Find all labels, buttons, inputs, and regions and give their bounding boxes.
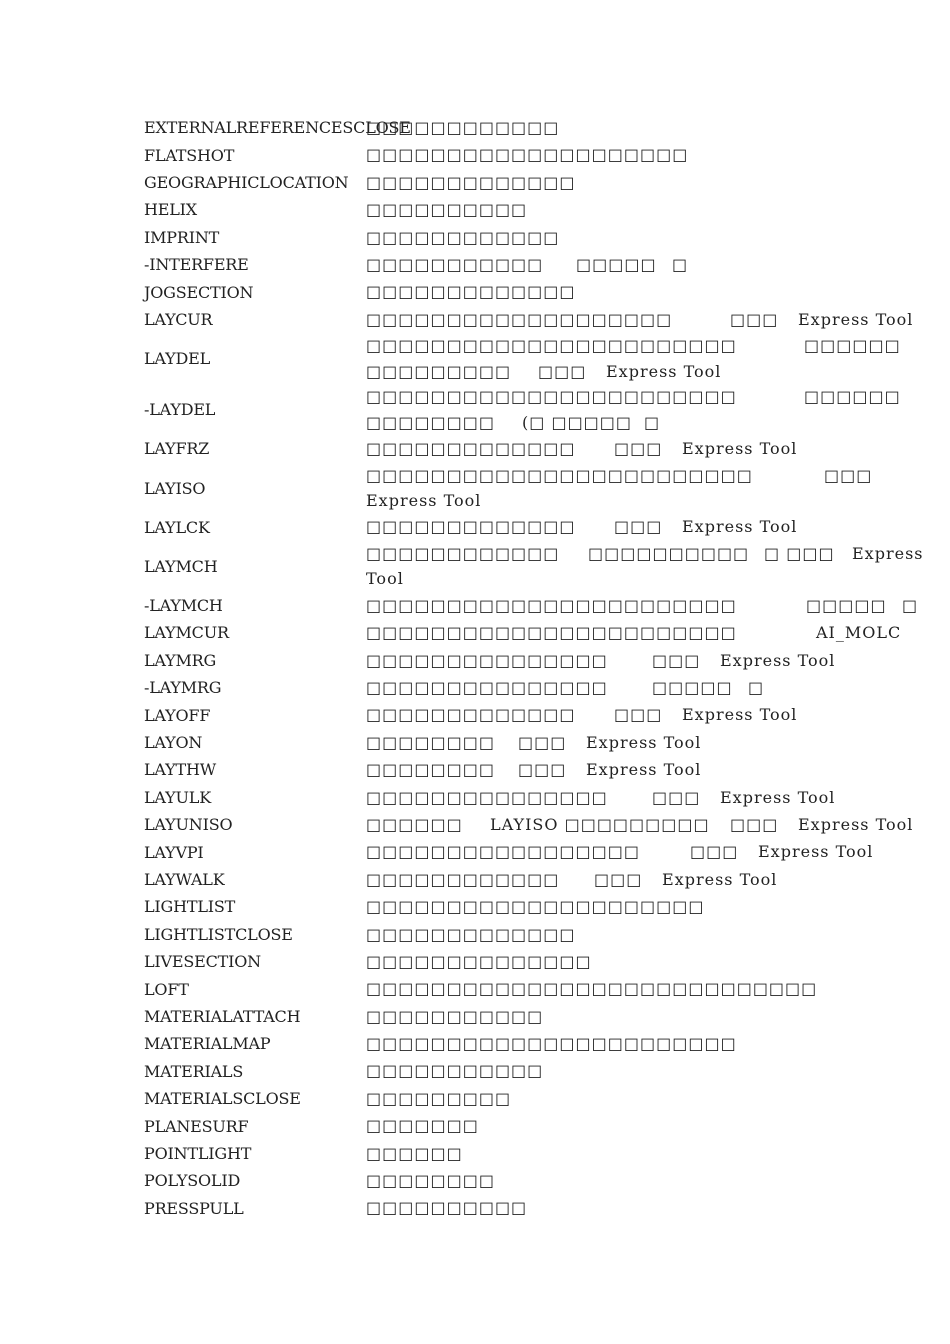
command-row [144, 866, 934, 893]
command-description [366, 1168, 934, 1194]
description-text: Express Tool [586, 732, 702, 752]
command-table [144, 114, 934, 1222]
description-line [366, 463, 934, 489]
command-row [144, 838, 934, 865]
command-description [366, 675, 934, 701]
description-line [366, 593, 934, 619]
command-description [366, 436, 934, 462]
command-description [366, 976, 934, 1002]
description-line [366, 1113, 934, 1139]
command-row [144, 1167, 934, 1194]
description-text: □□□□□□ [804, 336, 901, 356]
description-text: □□□□□□ [366, 814, 463, 834]
description-line [366, 1004, 934, 1030]
command-description [366, 593, 934, 619]
command-row [144, 114, 934, 141]
description-line [366, 225, 934, 251]
description-line [366, 620, 934, 646]
description-text: □□□ [690, 842, 739, 862]
description-text: Express Tool [720, 650, 836, 670]
description-text: □□□□□□□□□□ [366, 200, 528, 220]
command-row [144, 701, 934, 728]
command-row [144, 224, 934, 251]
description-text: □□□□□□□□□□□□□□□ [366, 650, 608, 670]
command-description [366, 1031, 934, 1057]
description-line [366, 359, 934, 385]
description-text: □□□□□ [806, 595, 887, 615]
description-text: □□□□□□□□□□□□ [366, 543, 560, 563]
command-name: LOFT [144, 979, 189, 999]
description-text: □□□ [614, 517, 663, 537]
description-text: Express Tool [586, 760, 702, 780]
description-text: □□□ [730, 814, 779, 834]
description-line [366, 949, 934, 975]
command-row [144, 196, 934, 223]
command-name: LAYMCH [144, 556, 218, 576]
command-description [366, 757, 934, 783]
description-line [366, 1058, 934, 1084]
description-text: Express [852, 543, 924, 563]
command-row [144, 1058, 934, 1085]
command-name: LIVESECTION [144, 952, 261, 972]
description-text: □□□□□□□□□□□□□□□□□□□□□□□□ [366, 465, 753, 485]
description-text: Express Tool [798, 309, 914, 329]
command-name: POLYSOLID [144, 1171, 241, 1191]
description-text: Express Tool [682, 439, 798, 459]
description-line [366, 252, 934, 278]
description-text: □ □□□ [764, 543, 835, 563]
command-row [144, 306, 934, 333]
description-text: □□□□□□□ [366, 1116, 479, 1136]
description-text: □□□□□□□□□□□□□□□□□□□□ [366, 145, 689, 165]
command-name: PRESSPULL [144, 1198, 244, 1218]
command-name: LAYLCK [144, 517, 210, 537]
description-line [366, 279, 934, 305]
description-text: □□□□□□□□□□□□□□□ [366, 678, 608, 698]
description-text: □□□□□□□□ [366, 1171, 495, 1191]
command-row [144, 1003, 934, 1030]
command-row [144, 893, 934, 920]
command-name: LAYOFF [144, 705, 211, 725]
command-row [144, 948, 934, 975]
command-row [144, 921, 934, 948]
description-line [366, 1031, 934, 1057]
description-text: □□□□□□□□□□□□□□□□□□□□□□□ [366, 623, 737, 643]
command-name: LAYCUR [144, 309, 213, 329]
command-name: PLANESURF [144, 1116, 249, 1136]
description-text: □□□ [518, 732, 567, 752]
command-row [144, 1195, 934, 1222]
command-name: MATERIALMAP [144, 1034, 271, 1054]
description-text: □□□□□□□□□□□□□□□□□□□□□□□□□□□□ [366, 979, 818, 999]
command-description [366, 514, 934, 540]
description-text: □□□□□□□□□□ [588, 543, 750, 563]
command-row [144, 514, 934, 541]
description-line [366, 648, 934, 674]
command-row [144, 384, 934, 435]
description-line [366, 170, 934, 196]
command-description [366, 894, 934, 920]
command-description [366, 170, 934, 196]
command-description [366, 839, 934, 865]
description-text: □ [748, 678, 765, 698]
command-description [366, 730, 934, 756]
description-line [366, 566, 934, 592]
description-text: □□□□□□□□ [366, 760, 495, 780]
description-line [366, 867, 934, 893]
description-text: □ [902, 595, 919, 615]
description-text: □□□□□□□□ [366, 412, 495, 432]
description-text: □□□□□□□□□□□□□ [366, 172, 576, 192]
command-row [144, 1085, 934, 1112]
command-row [144, 619, 934, 646]
command-name: LAYFRZ [144, 439, 210, 459]
description-text: □□□□□□□□□□□ [366, 1061, 544, 1081]
description-line [366, 436, 934, 462]
command-description [366, 620, 934, 646]
command-name: JOGSECTION [144, 282, 254, 302]
description-line [366, 333, 934, 359]
command-description [366, 115, 934, 141]
command-description [366, 1058, 934, 1084]
command-row [144, 251, 934, 278]
description-text: □□□□□□□□□□□□□ [366, 282, 576, 302]
description-text: □□□□□□□□□□□ [366, 1006, 544, 1026]
description-text: AI_MOLC [816, 623, 902, 643]
description-text: □□□ [594, 869, 643, 889]
command-row [144, 278, 934, 305]
description-text: □□□ [614, 439, 663, 459]
description-text: □□□ [614, 705, 663, 725]
command-name: LAYON [144, 733, 203, 753]
description-text: □□□□□□ [804, 387, 901, 407]
description-text: □□□□□ [652, 678, 733, 698]
command-name: FLATSHOT [144, 145, 235, 165]
command-name: LAYMRG [144, 650, 217, 670]
description-text: □□□□□□□□□□□□□□□□□□□□□□□ [366, 336, 737, 356]
description-line [366, 488, 934, 514]
description-text: Express Tool [720, 787, 836, 807]
description-text: □□□□□□□□□□□□□□ [366, 951, 592, 971]
command-row [144, 541, 934, 592]
command-name: LAYTHW [144, 760, 216, 780]
description-line [366, 197, 934, 223]
description-line [366, 1168, 934, 1194]
description-text: □□□ [652, 787, 701, 807]
description-line [366, 675, 934, 701]
description-text: □□□□□ [576, 254, 657, 274]
command-row [144, 592, 934, 619]
description-line [366, 785, 934, 811]
description-text: □□□ [538, 361, 587, 381]
command-row [144, 333, 934, 384]
command-description [366, 702, 934, 728]
description-line [366, 115, 934, 141]
description-text: □□□□□□□□□ [366, 361, 512, 381]
description-text: □□□□□□□□ [366, 732, 495, 752]
description-text: Express Tool [682, 705, 798, 725]
command-row [144, 1030, 934, 1057]
command-name: -INTERFERE [144, 255, 249, 275]
description-text: □□□□□□□□□□□□□□□□□ [366, 842, 640, 862]
command-description [366, 197, 934, 223]
command-name: LAYVPI [144, 842, 204, 862]
description-line [366, 894, 934, 920]
command-description [366, 922, 934, 948]
command-name: -LAYMRG [144, 678, 222, 698]
command-description [366, 1141, 934, 1167]
command-name: LAYULK [144, 787, 211, 807]
description-text: □ [672, 254, 689, 274]
command-row [144, 674, 934, 701]
description-text: □□□□□□□□□□□□ [366, 117, 560, 137]
description-line [366, 307, 934, 333]
command-name: LIGHTLISTCLOSE [144, 924, 293, 944]
command-description [366, 541, 934, 592]
command-description [366, 1195, 934, 1221]
command-name: -LAYMCH [144, 596, 223, 616]
command-description [366, 252, 934, 278]
command-row [144, 784, 934, 811]
description-line [366, 976, 934, 1002]
command-name: LAYWALK [144, 870, 225, 889]
description-text: □□□□□□□□□□□□□□□□□□□□□□□ [366, 387, 737, 407]
command-name: MATERIALS [144, 1061, 244, 1081]
command-description [366, 279, 934, 305]
description-text: (□ □□□□□ [522, 412, 633, 432]
description-text: □□□□□□□□□□□ [366, 254, 544, 274]
description-line [366, 1086, 934, 1112]
description-line [366, 730, 934, 756]
description-text: □□□□□□□□□□ [366, 1198, 528, 1218]
command-description [366, 867, 934, 893]
description-text: □□□□□□□□□□□□□□□□□□□□□□□ [366, 1034, 737, 1054]
description-line [366, 922, 934, 948]
command-description [366, 785, 934, 811]
description-text: LAYISO □□□□□□□□□ [490, 814, 710, 834]
description-text: □ [644, 412, 661, 432]
description-text: Express Tool [662, 869, 778, 889]
command-description [366, 1113, 934, 1139]
description-line [366, 1195, 934, 1221]
command-row [144, 1112, 934, 1139]
command-row [144, 1140, 934, 1167]
command-row [144, 141, 934, 168]
description-text: □□□□□□□□□□□□□□□□□□□ [366, 309, 673, 329]
description-text: □□□□□□□□□□□□□ [366, 439, 576, 459]
command-description [366, 1004, 934, 1030]
description-text: □□□□□□□□□□□□ [366, 869, 560, 889]
command-description [366, 333, 934, 384]
command-row [144, 435, 934, 462]
description-line [366, 1141, 934, 1167]
command-description [366, 463, 934, 514]
command-name: GEOGRAPHICLOCATION [144, 172, 349, 192]
description-text: □□□□□□□□□□□□ [366, 227, 560, 247]
description-line [366, 142, 934, 168]
command-name: LIGHTLIST [144, 897, 236, 917]
command-description [366, 1086, 934, 1112]
command-row [144, 463, 934, 514]
description-text: Express Tool [798, 814, 914, 834]
command-row [144, 811, 934, 838]
description-line [366, 384, 934, 410]
description-line [366, 839, 934, 865]
description-text: □□□ [824, 465, 873, 485]
description-text: □□□□□□□□□□□□□ [366, 705, 576, 725]
description-line [366, 541, 934, 567]
command-name: MATERIALSCLOSE [144, 1089, 301, 1109]
description-text: □□□ [652, 650, 701, 670]
command-description [366, 384, 934, 435]
command-name: EXTERNALREFERENCESCLOSE [144, 118, 411, 138]
description-text: □□□□□□□□□ [366, 1088, 512, 1108]
description-line [366, 410, 934, 436]
command-name: MATERIALATTACH [144, 1006, 301, 1026]
description-text: Express Tool [366, 491, 482, 511]
command-name: LAYUNISO [144, 815, 233, 835]
description-text: □□□□□□□□□□□□□□□□□□□□□□□ [366, 595, 737, 615]
command-row [144, 756, 934, 783]
description-text: □□□□□□□□□□□□□ [366, 924, 576, 944]
command-row [144, 647, 934, 674]
command-description [366, 648, 934, 674]
command-name: LAYMCUR [144, 623, 229, 643]
description-line [366, 702, 934, 728]
command-description [366, 812, 934, 838]
command-name: HELIX [144, 200, 197, 220]
description-line [366, 757, 934, 783]
command-description [366, 949, 934, 975]
description-text: □□□ [518, 760, 567, 780]
description-text: □□□□□□□□□□□□□□□□□□□□□ [366, 897, 705, 917]
command-description [366, 307, 934, 333]
description-text: Express Tool [682, 517, 798, 537]
command-name: POINTLIGHT [144, 1143, 252, 1163]
command-name: IMPRINT [144, 227, 220, 247]
command-name: LAYDEL [144, 349, 211, 369]
command-description [366, 225, 934, 251]
description-text: Tool [366, 569, 404, 589]
description-text: □□□□□□ [366, 1143, 463, 1163]
command-row [144, 169, 934, 196]
command-description [366, 142, 934, 168]
description-text: □□□ [730, 309, 779, 329]
description-line [366, 812, 934, 838]
command-row [144, 975, 934, 1002]
command-name: LAYISO [144, 478, 206, 498]
description-text: Express Tool [758, 842, 874, 862]
description-text: Express Tool [606, 361, 722, 381]
description-text: □□□□□□□□□□□□□ [366, 517, 576, 537]
description-text: □□□□□□□□□□□□□□□ [366, 787, 608, 807]
command-row [144, 729, 934, 756]
description-line [366, 514, 934, 540]
command-name: -LAYDEL [144, 400, 216, 420]
